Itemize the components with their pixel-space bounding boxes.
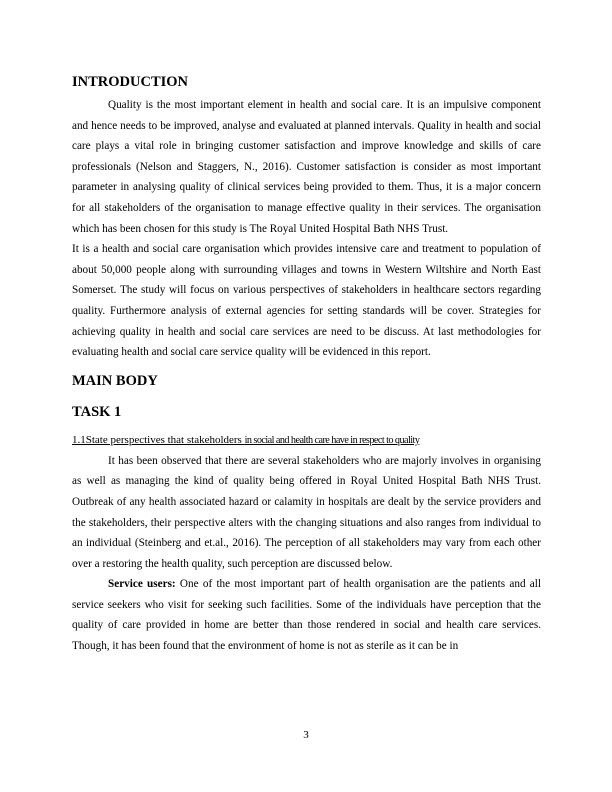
service-users-paragraph	[72, 574, 541, 656]
main-body-heading: MAIN BODY	[72, 372, 158, 389]
subheading-part-a: 1.1State perspectives that stakeholders	[72, 433, 245, 446]
document-page	[72, 70, 541, 657]
subheading-part-b: in social and health care have in respect to quality	[244, 434, 420, 446]
task-1-heading: TASK 1	[72, 403, 122, 420]
section-1-1-subheading	[72, 430, 541, 451]
service-users-label: Service users:	[108, 578, 176, 591]
introduction-paragraph-2: It is a health and social care organisation which provides intensive care and treatment to population of about 50,000 people along with surrounding villages and towns in Western Wiltshire and North East Somerset. The study will focus on various perspectives of stakeholders in healthcare sectors regarding quality. Furthermore analysis of external agencies for setting standards will be cover. Strategies for achieving quality in health and social care services are need to be discuss. At last methodologies for evaluating health and social care service quality will be evidenced in this report.	[72, 243, 541, 359]
service-users-text: One of the most important part of health organisation are the patients and all service seekers who visit for seeking such facilities. Some of the individuals have perception that the quality of care provided in home are better than those rendered in social and health care services. Though, it has been found that the environment of home is not as sterile as it can be in	[72, 578, 541, 653]
introduction-paragraph-1: Quality is the most important element in health and social care. It is an impulsive component and hence needs to be improved, analyse and evaluated at planned intervals. Quality in health and social care plays a vital role in bringing customer satisfaction and improve knowledge and skills of care professionals (Nelson and Staggers, N., 2016). Customer satisfaction is consider as most important parameter in analysing quality of clinical services being provided to them. Thus, it is a major concern for all stakeholders of the organisation to manage effective quality in their services. The organisation which has been chosen for this study is The Royal United Hospital Bath NHS Trust.	[72, 99, 541, 235]
introduction-heading: INTRODUCTION	[72, 74, 189, 90]
stakeholders-paragraph: It has been observed that there are several stakeholders who are majorly involves in organising as well as managing the kind of quality being offered in Royal United Hospital Bath NHS Trust. Outbreak of any health associated hazard or calamity in hospitals are dealt by the service providers and the stakeholders, their perspective alters with the changing situations and also ranges from individual to an individual (Steinberg and et.al., 2016). The perception of all stakeholders may vary from each other over a restoring the health quality, such perception are discussed below.	[72, 454, 541, 570]
page-number: 3	[303, 729, 309, 741]
